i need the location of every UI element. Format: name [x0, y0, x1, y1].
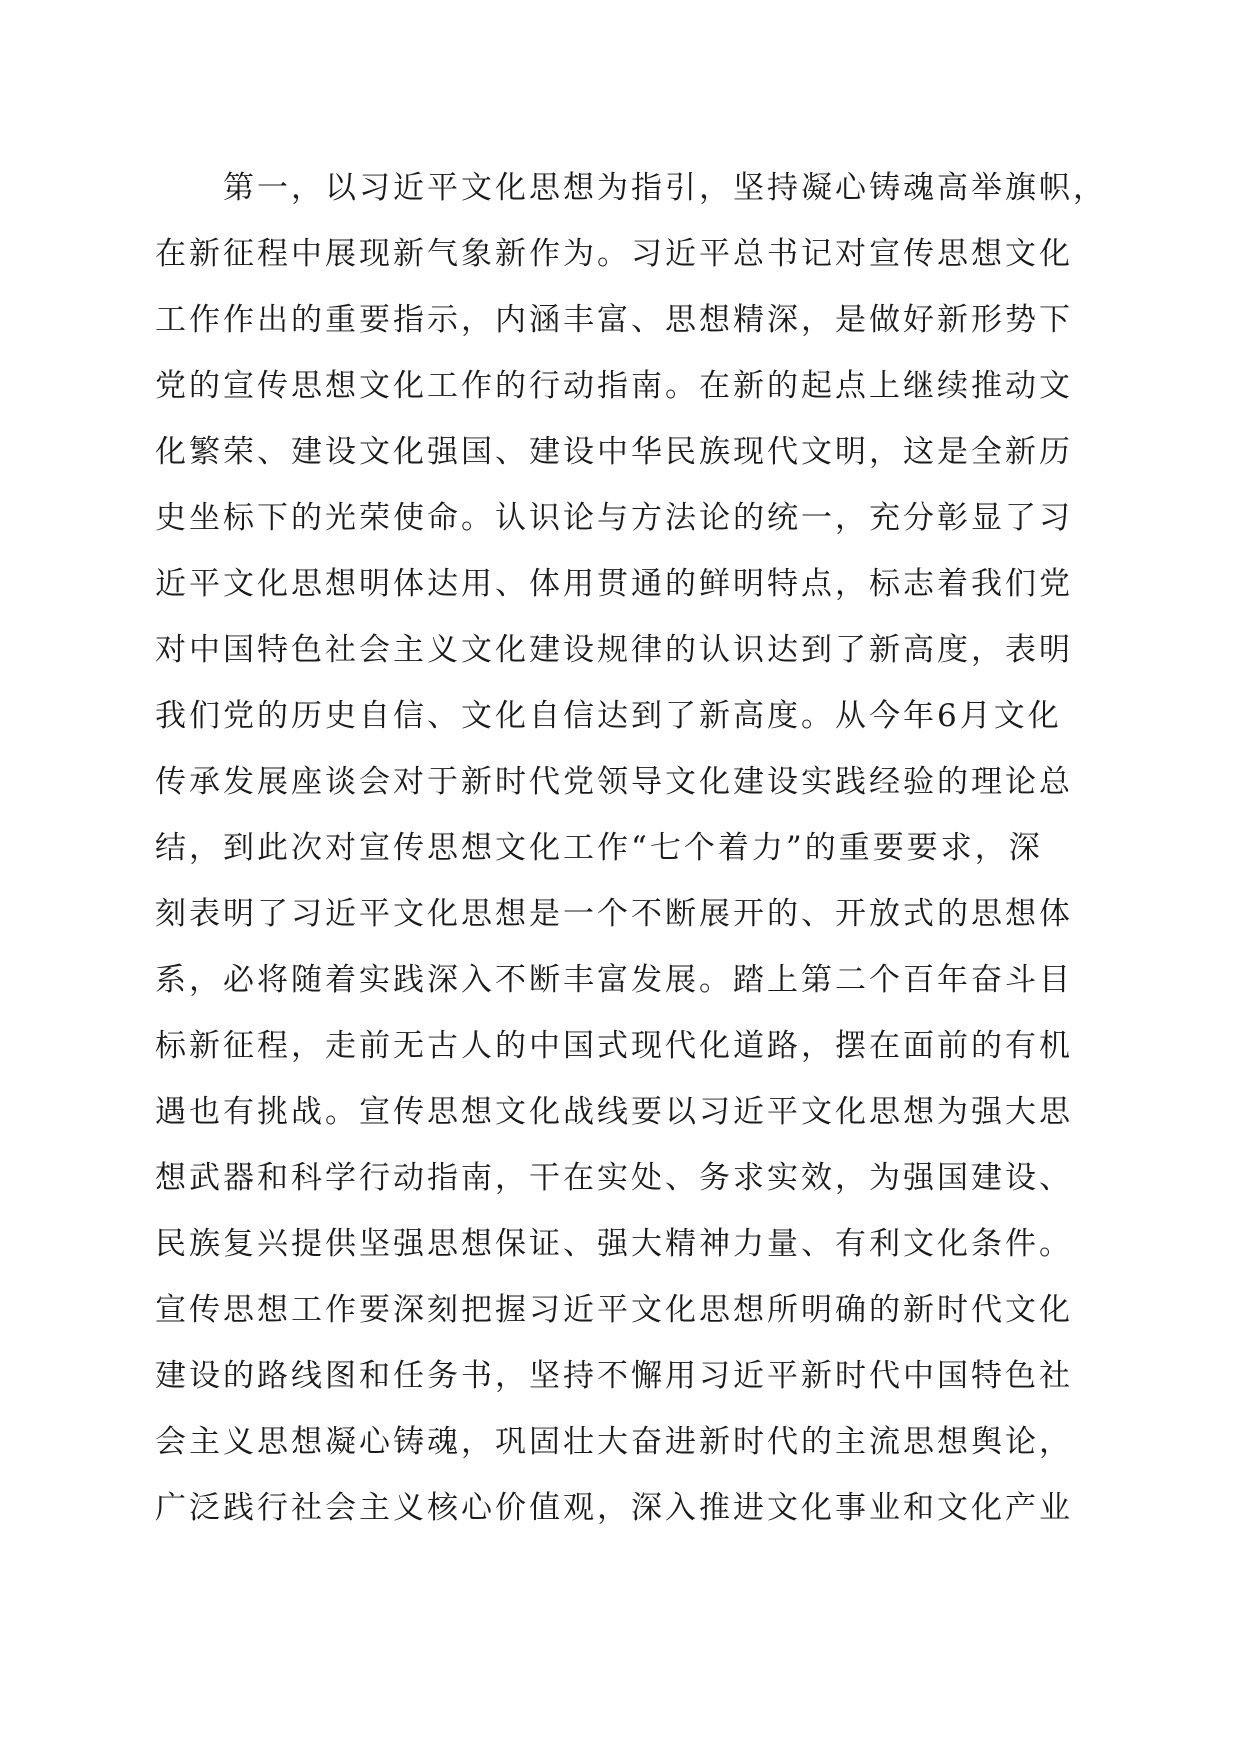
- paragraph-line: 民族复兴提供坚强思想保证、强大精神力量、有利文化条件。: [155, 1226, 1073, 1262]
- paragraph-line: 近平文化思想明体达用、体用贯通的鲜明特点，标志着我们党: [155, 566, 1073, 602]
- paragraph-line: 传承发展座谈会对于新时代党领导文化建设实践经验的理论总: [155, 764, 1073, 800]
- paragraph-line: 想武器和科学行动指南，干在实处、务求实效，为强国建设、: [155, 1160, 1073, 1196]
- paragraph-line: 广泛践行社会主义核心价值观，深入推进文化事业和文化产业: [155, 1490, 1073, 1526]
- paragraph-line: 建设的路线图和任务书，坚持不懈用习近平新时代中国特色社: [155, 1358, 1073, 1394]
- paragraph-line: 第一，以习近平文化思想为指引，坚持凝心铸魂高举旗帜，: [223, 170, 1107, 206]
- paragraph-line: 对中国特色社会主义文化建设规律的认识达到了新高度，表明: [155, 632, 1073, 668]
- paragraph-line: 结，到此次对宣传思想文化工作“七个着力”的重要要求，深: [155, 830, 1043, 866]
- paragraph-line: 会主义思想凝心铸魂，巩固壮大奋进新时代的主流思想舆论，: [155, 1424, 1073, 1460]
- paragraph-line: 在新征程中展现新气象新作为。习近平总书记对宣传思想文化: [155, 236, 1073, 272]
- paragraph-line: 刻表明了习近平文化思想是一个不断展开的、开放式的思想体: [155, 896, 1073, 932]
- paragraph-line: 系，必将随着实践深入不断丰富发展。踏上第二个百年奋斗目: [155, 962, 1073, 998]
- paragraph-line: 我们党的历史自信、文化自信达到了新高度。从今年6月文化: [155, 698, 1062, 734]
- paragraph-line: 史坐标下的光荣使命。认识论与方法论的统一，充分彰显了习: [155, 500, 1073, 536]
- paragraph-line: 化繁荣、建设文化强国、建设中华民族现代文明，这是全新历: [155, 434, 1073, 470]
- body-paragraph: [155, 163, 1107, 1549]
- paragraph-line: 遇也有挑战。宣传思想文化战线要以习近平文化思想为强大思: [155, 1094, 1073, 1130]
- paragraph-line: 工作作出的重要指示，内涵丰富、思想精深，是做好新形势下: [155, 302, 1073, 338]
- paragraph-line: 标新征程，走前无古人的中国式现代化道路，摆在面前的有机: [155, 1028, 1073, 1064]
- paragraph-line: 党的宣传思想文化工作的行动指南。在新的起点上继续推动文: [155, 368, 1073, 404]
- paragraph-line: 宣传思想工作要深刻把握习近平文化思想所明确的新时代文化: [155, 1292, 1073, 1328]
